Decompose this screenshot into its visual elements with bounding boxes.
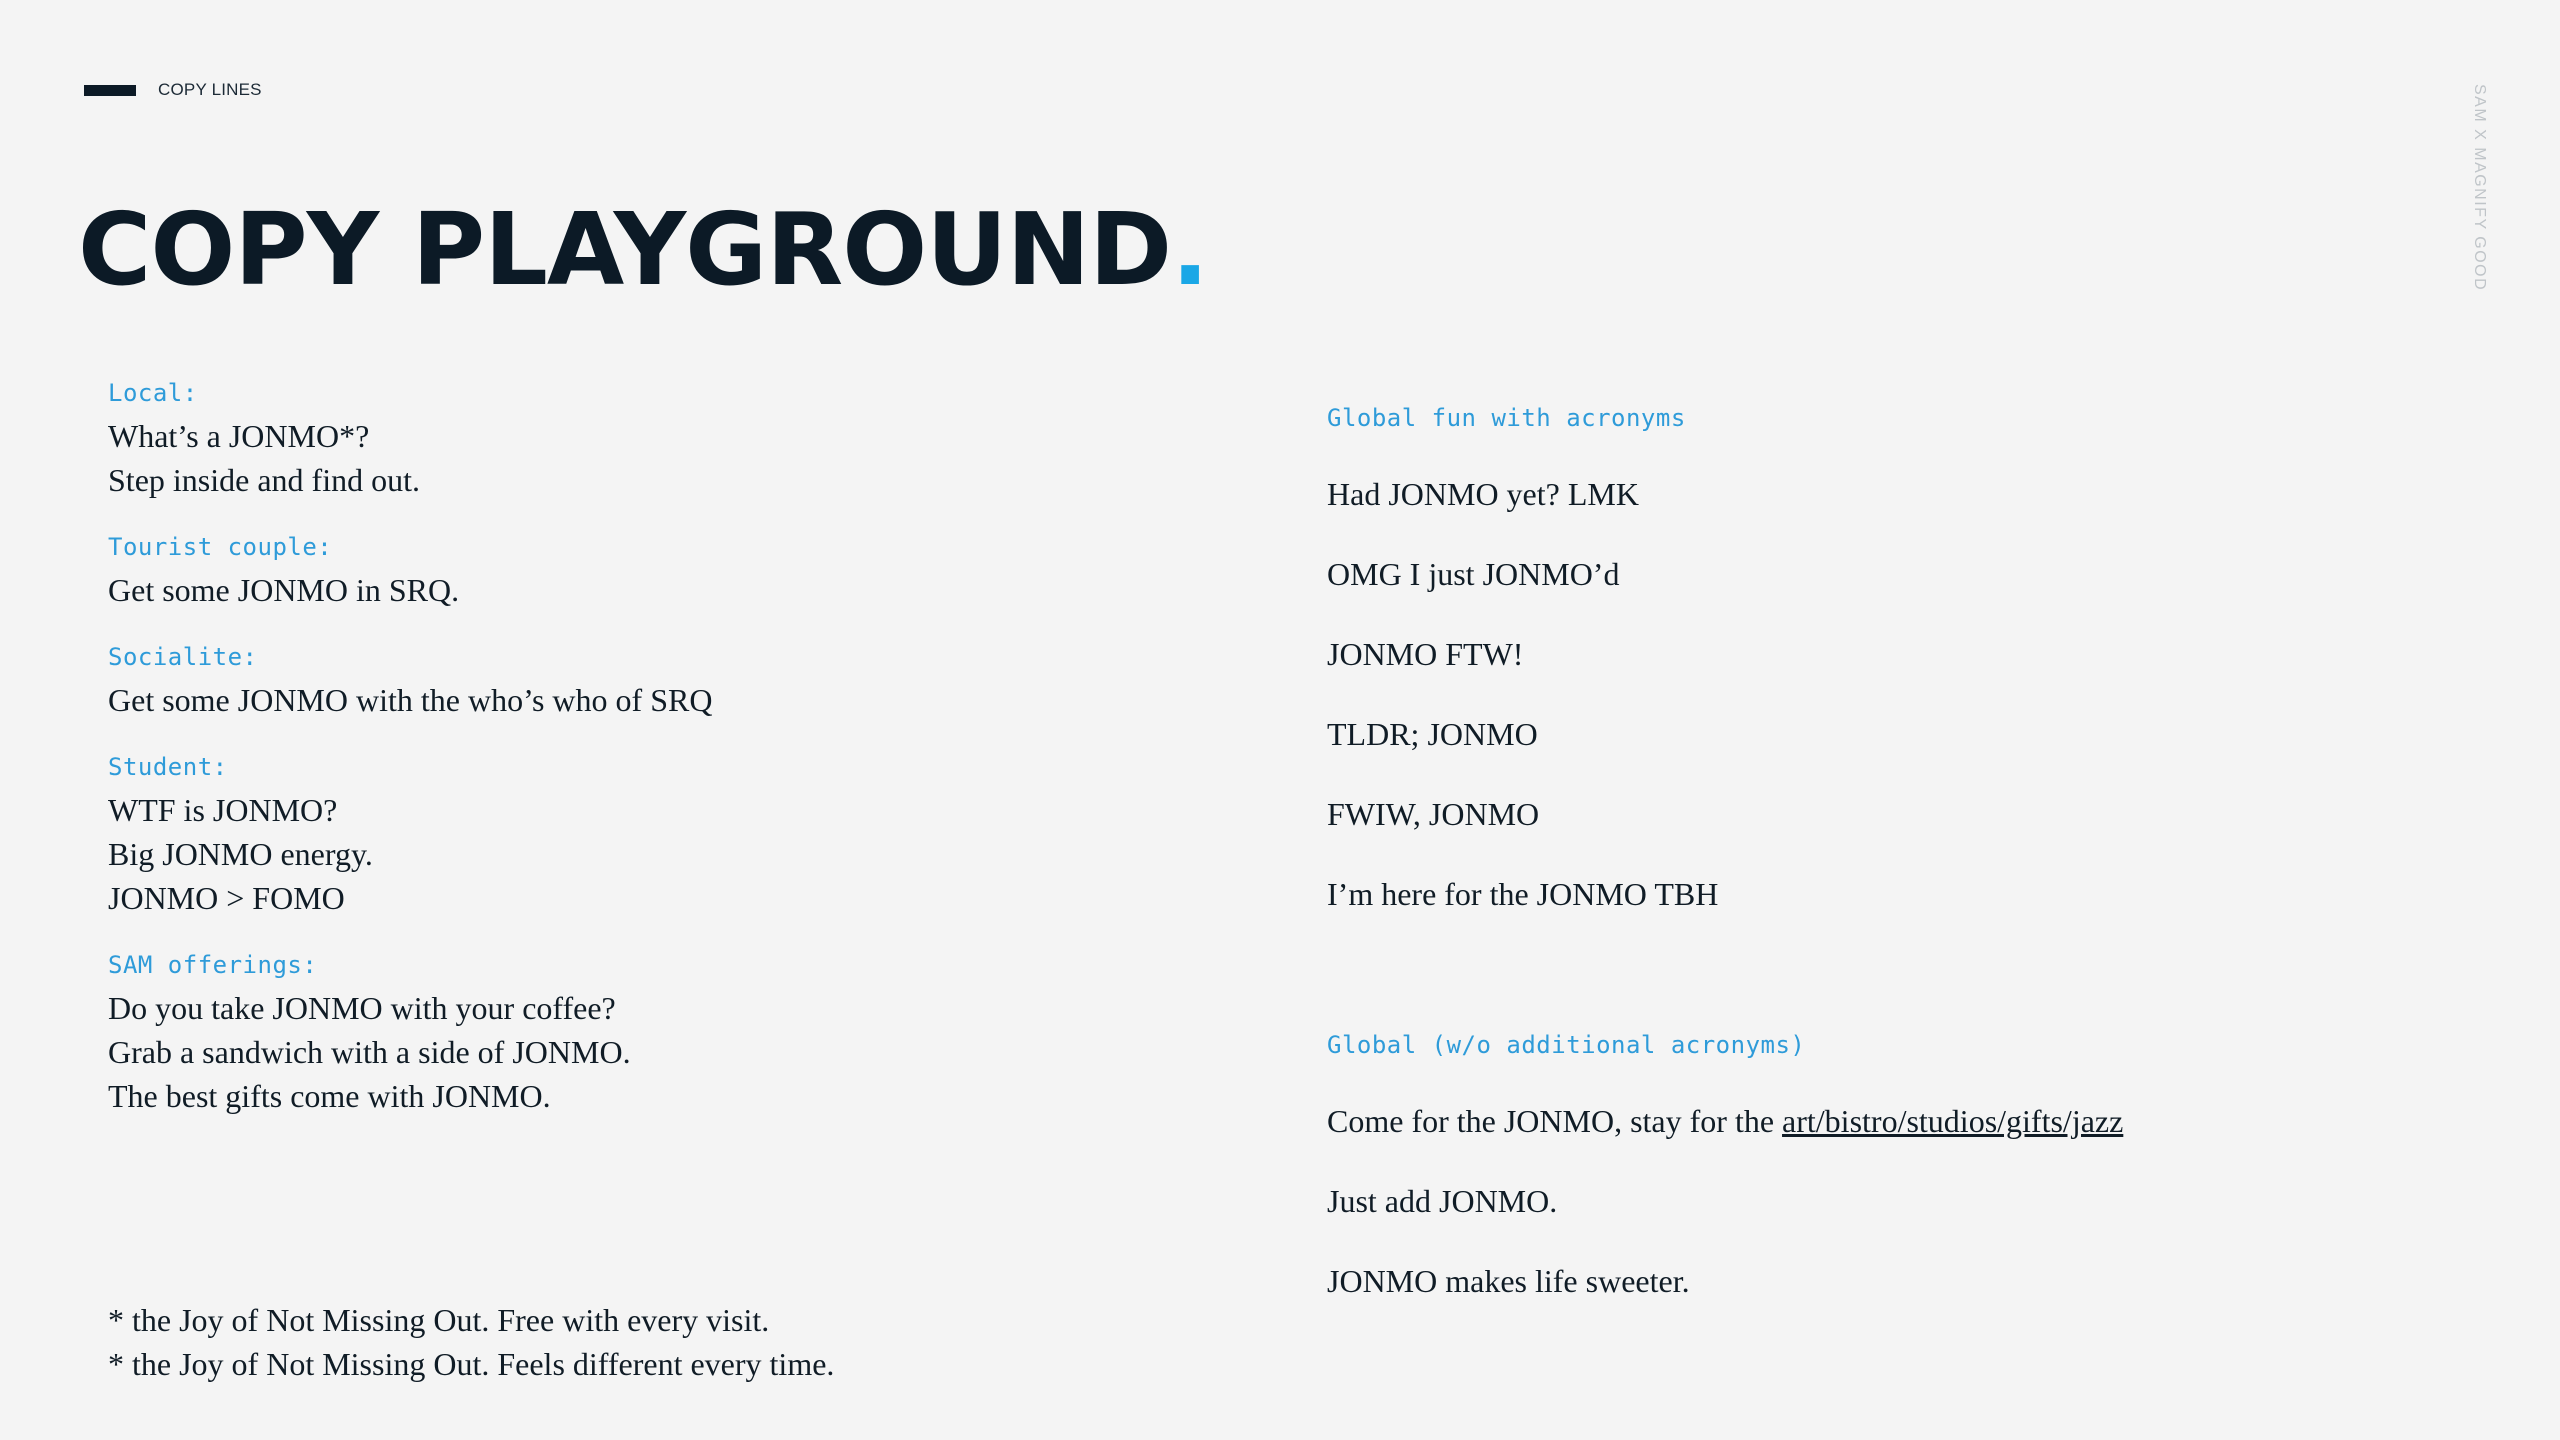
group-label: Student: — [108, 753, 228, 781]
acronym-lines — [1327, 472, 2427, 916]
copy-line: Had JONMO yet? LMK — [1327, 476, 1639, 512]
page-title-text: COPY PLAYGROUND — [78, 191, 1172, 308]
vertical-brand-text: SAM X MAGNIFY GOOD — [2471, 84, 2488, 292]
copy-line: JONMO FTW! — [1327, 636, 1524, 672]
copy-line: OMG I just JONMO’d — [1327, 556, 1620, 592]
copy-line: TLDR; JONMO — [1327, 716, 1538, 752]
plain-lines — [1327, 1099, 2427, 1303]
group-label: Tourist couple: — [108, 533, 333, 561]
copy-group-tourist-couple — [108, 532, 1208, 612]
copy-line: Grab a sandwich with a side of JONMO. — [108, 1034, 631, 1070]
copy-line — [1327, 1099, 2427, 1143]
copy-line: JONMO > FOMO — [108, 880, 345, 916]
copy-group-local — [108, 378, 1208, 502]
copy-line: FWIW, JONMO — [1327, 796, 1540, 832]
page-title — [78, 191, 1209, 308]
footnote: * the Joy of Not Missing Out. Free with every visit. — [108, 1302, 770, 1338]
footnotes — [108, 1298, 1208, 1386]
copy-line: Get some JONMO with the who’s who of SRQ — [108, 682, 713, 718]
audience-copy-column — [108, 378, 1208, 1148]
group-label: SAM offerings: — [108, 951, 318, 979]
venue-link[interactable]: art/bistro/studios/gifts/jazz — [1782, 1103, 2124, 1139]
title-dot: . — [1171, 191, 1209, 308]
copy-line: Step inside and find out. — [108, 462, 420, 498]
footnote: * the Joy of Not Missing Out. Feels different every time. — [108, 1346, 835, 1382]
group-label: Socialite: — [108, 643, 258, 671]
copy-line-prefix: Come for the JONMO, stay for the — [1327, 1103, 1783, 1139]
group-label: Local: — [108, 379, 198, 407]
global-plain-column — [1327, 1027, 2427, 1339]
copy-line: WTF is JONMO? — [108, 792, 338, 828]
copy-line: Do you take JONMO with your coffee? — [108, 990, 616, 1026]
group-label: Global (w/o additional acronyms) — [1327, 1031, 1806, 1059]
copy-line: Get some JONMO in SRQ. — [108, 572, 460, 608]
section-tag-label: COPY LINES — [158, 80, 262, 99]
copy-line: Just add JONMO. — [1327, 1183, 1558, 1219]
copy-group-sam-offerings — [108, 950, 1208, 1118]
copy-group-student — [108, 752, 1208, 920]
copy-line: The best gifts come with JONMO. — [108, 1078, 551, 1114]
copy-line: Big JONMO energy. — [108, 836, 373, 872]
copy-group-socialite — [108, 642, 1208, 722]
group-label: Global fun with acronyms — [1327, 404, 1686, 432]
copy-line: I’m here for the JONMO TBH — [1327, 876, 1719, 912]
section-tag — [84, 80, 262, 100]
copy-line: What’s a JONMO*? — [108, 418, 370, 454]
section-tag-bar — [84, 85, 136, 96]
global-acronyms-column — [1327, 400, 2427, 952]
copy-line: JONMO makes life sweeter. — [1327, 1263, 1690, 1299]
